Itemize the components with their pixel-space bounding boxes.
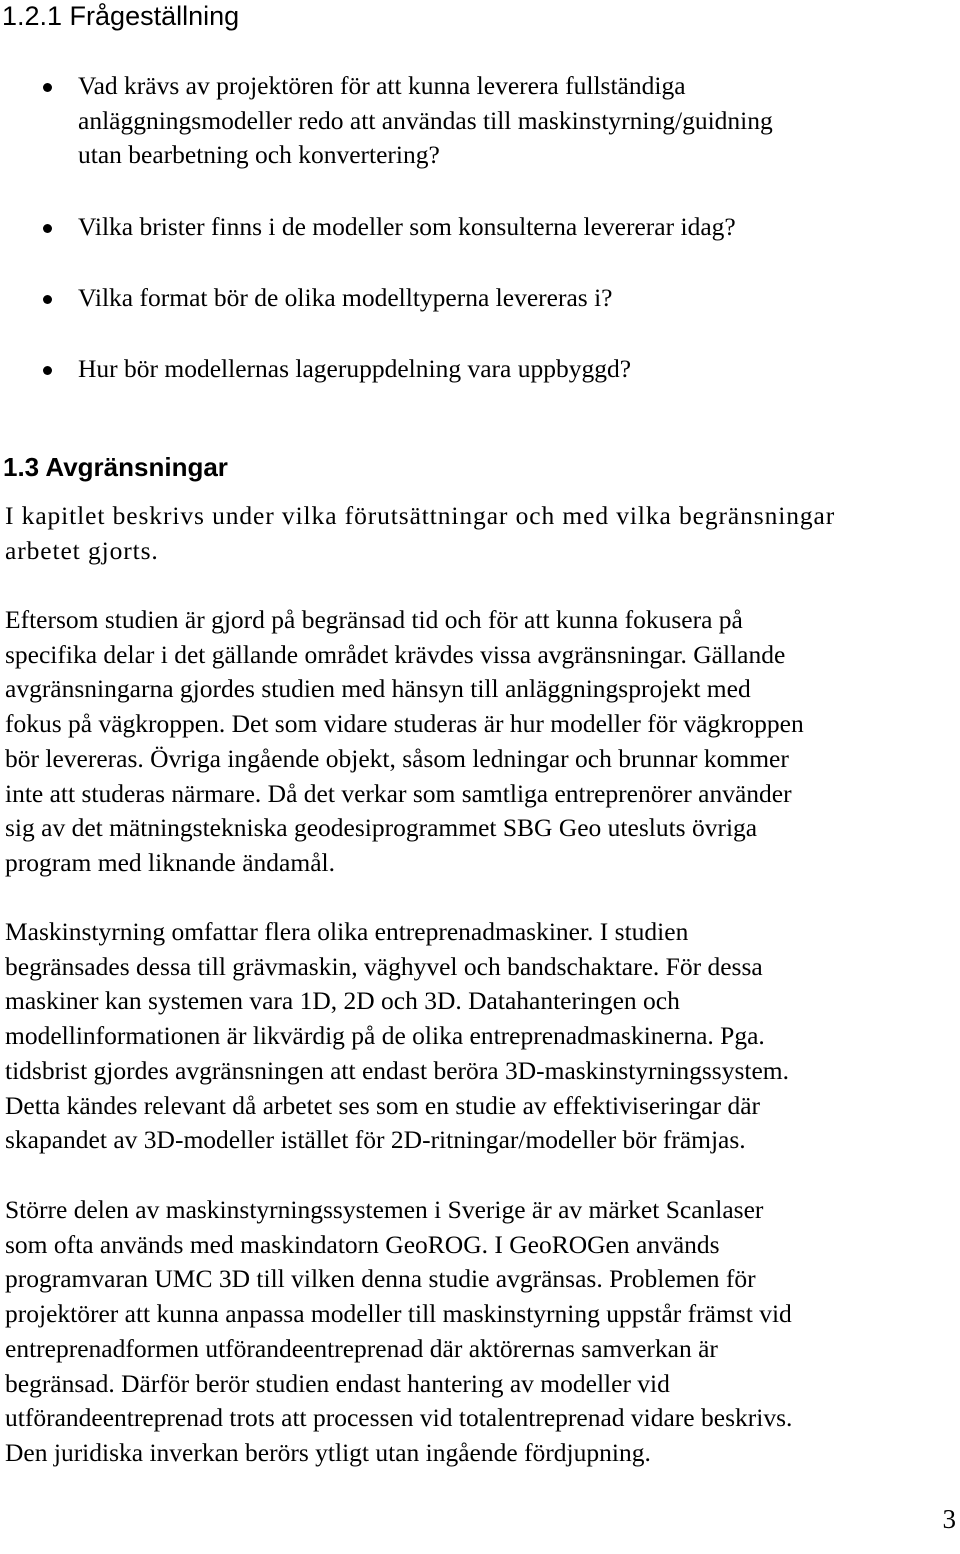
text-line: programvaran UMC 3D till vilken denna studie avgränsas. Problemen för bbox=[5, 1264, 756, 1294]
list-item-text bbox=[78, 352, 948, 387]
text-line: Maskinstyrning omfattar flera olika entreprenadmaskiner. I studien bbox=[5, 917, 689, 946]
text-line: program med liknande ändamål. bbox=[5, 847, 335, 877]
text-line: skapandet av 3D-modeller istället för 2D-ritningar/modeller bör främjas. bbox=[5, 1125, 746, 1155]
text-line: entreprenadformen utförandeentreprenad där aktörernas samverkan är bbox=[5, 1333, 718, 1363]
list-item-text bbox=[78, 69, 948, 173]
paragraph-systems bbox=[5, 1193, 955, 1471]
text-line: I kapitlet beskrivs under vilka förutsättningar och med vilka begränsningar bbox=[5, 501, 836, 530]
text-line: begränsades dessa till grävmaskin, väghyvel och bandschaktare. För dessa bbox=[5, 951, 763, 981]
text-line: utan bearbetning och konvertering? bbox=[78, 140, 440, 169]
page-number: 3 bbox=[942, 1504, 956, 1534]
text-line: sig av det mätningstekniska geodesiprogrammet SBG Geo utesluts övriga bbox=[5, 813, 758, 843]
text-line: specifika delar i det gällande området krävdes vissa avgränsningar. Gällande bbox=[5, 639, 786, 669]
bullet-icon bbox=[43, 366, 52, 375]
text-line: arbetet gjorts. bbox=[5, 535, 159, 565]
bullet-icon bbox=[43, 83, 52, 92]
text-line: modellinformationen är likvärdig på de olika entreprenadmaskinerna. Pga. bbox=[5, 1021, 765, 1051]
text-line: Större delen av maskinstyrningssystemen i Sverige är av märket Scanlaser bbox=[5, 1195, 764, 1224]
text-line: begränsad. Därför berör studien endast hantering av modeller vid bbox=[5, 1368, 670, 1398]
text-line: Hur bör modellernas lageruppdelning vara uppbyggd? bbox=[78, 354, 632, 383]
text-line: Den juridiska inverkan berörs ytligt utan ingående fördjupning. bbox=[5, 1437, 651, 1467]
text-line: avgränsningarna gjordes studien med hänsyn till anläggningsprojekt med bbox=[5, 674, 751, 704]
text-line: inte att studeras närmare. Då det verkar som samtliga entreprenörer använder bbox=[5, 778, 792, 808]
text-line: projektörer att kunna anpassa modeller till maskinstyrning uppstår främst vid bbox=[5, 1299, 792, 1329]
list-item-text bbox=[78, 210, 948, 245]
text-line: Detta kändes relevant då arbetet ses som en studie av effektiviseringar där bbox=[5, 1090, 761, 1120]
paragraph-intro bbox=[5, 499, 955, 568]
text-line: Eftersom studien är gjord på begränsad tid och för att kunna fokusera på bbox=[5, 605, 743, 634]
text-line: anläggningsmodeller redo att användas till maskinstyrning/guidning bbox=[78, 105, 773, 135]
list-item-text bbox=[78, 281, 948, 316]
bullet-icon bbox=[43, 295, 52, 304]
paragraph-machines bbox=[5, 915, 955, 1158]
text-line: fokus på vägkroppen. Det som vidare studeras är hur modeller för vägkroppen bbox=[5, 709, 804, 739]
paragraph-scope bbox=[5, 603, 955, 881]
text-line: Vilka format bör de olika modelltyperna levereras i? bbox=[78, 283, 613, 312]
text-line: Vad krävs av projektören för att kunna leverera fullständiga bbox=[78, 71, 686, 100]
text-line: bör levereras. Övriga ingående objekt, såsom ledningar och brunnar kommer bbox=[5, 743, 789, 773]
text-line: utförandeentreprenad trots att processen vid totalentreprenad vidare beskrivs. bbox=[5, 1403, 793, 1433]
subsection-heading: 1.3 Avgränsningar bbox=[3, 452, 228, 482]
bullet-icon bbox=[43, 224, 52, 233]
text-line: som ofta används med maskindatorn GeoROG. I GeoROGen används bbox=[5, 1229, 720, 1259]
text-line: Vilka brister finns i de modeller som konsulterna levererar idag? bbox=[78, 212, 736, 241]
text-line: tidsbrist gjordes avgränsningen att endast beröra 3D-maskinstyrningssystem. bbox=[5, 1055, 789, 1085]
text-line: maskiner kan systemen vara 1D, 2D och 3D. Datahanteringen och bbox=[5, 986, 680, 1016]
section-heading: 1.2.1 Frågeställning bbox=[2, 1, 240, 31]
